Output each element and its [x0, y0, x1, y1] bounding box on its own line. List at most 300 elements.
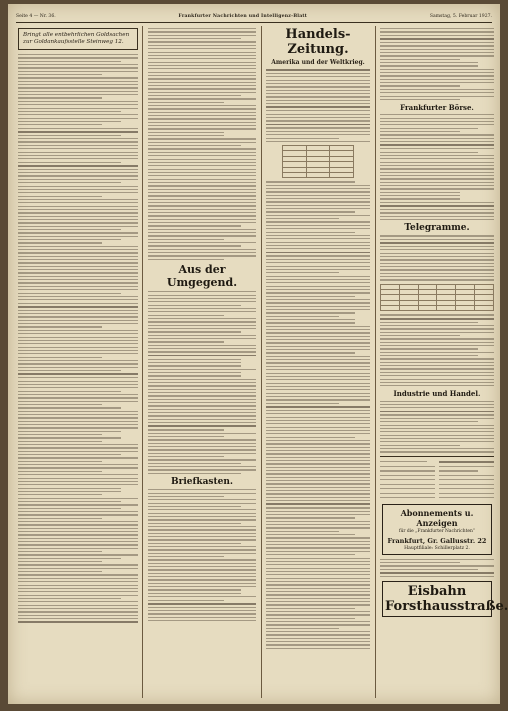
text-line — [439, 470, 478, 471]
text-line — [148, 539, 256, 540]
text-line — [18, 377, 138, 378]
text-line — [18, 313, 138, 314]
text-line — [266, 188, 370, 189]
text-line — [148, 533, 256, 534]
text-line — [266, 255, 370, 256]
text-line — [380, 451, 494, 452]
text-line — [148, 446, 256, 447]
text-line — [266, 648, 370, 649]
text-line — [266, 631, 370, 632]
text-line — [18, 394, 138, 395]
text-line — [18, 605, 138, 606]
text-line — [266, 211, 355, 212]
text-line — [148, 35, 256, 36]
text-line — [18, 588, 138, 589]
text-line — [266, 359, 370, 360]
text-line — [18, 461, 102, 462]
table-cell — [418, 306, 437, 311]
text-line — [148, 359, 241, 360]
text-line — [18, 514, 138, 515]
text-line — [148, 549, 256, 550]
text-line — [18, 131, 138, 133]
text-line — [266, 457, 370, 458]
text-line — [266, 393, 370, 394]
text-line — [266, 366, 370, 367]
telegram-text — [380, 235, 494, 280]
text-line — [18, 289, 138, 290]
text-line — [148, 579, 256, 580]
text-line — [266, 201, 370, 202]
text-line — [18, 299, 138, 300]
text-line — [148, 596, 256, 597]
text-line — [18, 478, 138, 479]
text-line — [18, 91, 138, 92]
text-line — [148, 620, 256, 621]
text-line — [18, 222, 138, 223]
text-line — [148, 405, 256, 406]
table-cell — [381, 306, 400, 311]
text-line — [266, 547, 370, 548]
text-line — [18, 141, 138, 142]
text-line — [148, 239, 224, 240]
text-line — [380, 65, 478, 66]
text-line — [18, 384, 138, 385]
text-line — [380, 441, 494, 442]
text-line — [266, 106, 370, 108]
text-line — [148, 395, 256, 396]
text-line — [380, 425, 494, 426]
text-line — [18, 534, 138, 535]
text-line — [18, 601, 138, 602]
text-line — [380, 273, 494, 274]
column-2-text-bottom — [148, 489, 256, 621]
text-line — [266, 544, 370, 545]
text-line — [266, 282, 370, 283]
text-line — [266, 292, 370, 293]
text-line — [266, 527, 370, 528]
text-line — [380, 178, 494, 179]
text-line — [148, 245, 241, 246]
text-line — [148, 252, 256, 253]
text-line — [18, 74, 102, 75]
text-line — [18, 303, 138, 304]
text-line — [148, 536, 256, 537]
text-line — [18, 481, 138, 482]
text-line — [148, 305, 241, 306]
text-line — [148, 148, 256, 149]
text-line — [18, 232, 138, 233]
table-cell — [475, 306, 494, 311]
text-line — [148, 379, 256, 380]
text-line — [266, 490, 370, 491]
text-line — [380, 358, 494, 359]
text-line — [18, 155, 138, 156]
text-line — [148, 516, 256, 517]
text-line — [148, 543, 241, 544]
text-line — [148, 466, 256, 467]
text-line — [148, 308, 256, 309]
text-line — [148, 92, 256, 93]
text-line — [380, 435, 494, 436]
column-4 — [380, 26, 508, 698]
text-line — [148, 569, 256, 570]
text-line — [380, 385, 494, 386]
text-line — [148, 385, 256, 386]
text-line — [18, 81, 138, 82]
text-line — [148, 311, 256, 312]
text-line — [266, 373, 370, 374]
text-line — [148, 463, 241, 464]
text-line — [18, 269, 138, 270]
text-line — [18, 417, 138, 418]
text-line — [148, 348, 256, 349]
text-line — [148, 576, 256, 577]
text-line — [266, 604, 370, 605]
text-line — [266, 427, 370, 428]
text-line — [380, 352, 494, 353]
text-line — [18, 598, 121, 599]
text-line — [148, 365, 241, 366]
text-line — [380, 118, 494, 119]
text-line — [266, 302, 370, 303]
text-line — [266, 319, 355, 320]
text-line — [18, 427, 138, 428]
text-line — [380, 404, 494, 405]
text-line — [148, 375, 241, 376]
ice-rink-advertisement: Eisbahn Forsthausstraße. — [382, 581, 492, 617]
telegram-text-2 — [380, 314, 494, 386]
text-line — [266, 641, 370, 642]
text-line — [380, 148, 494, 149]
text-line — [439, 497, 494, 498]
text-line — [148, 105, 256, 106]
text-line — [380, 488, 435, 489]
text-line — [380, 216, 494, 217]
text-line — [266, 467, 370, 468]
text-line — [266, 433, 370, 434]
text-line — [266, 218, 339, 219]
text-line — [148, 593, 241, 594]
text-line — [266, 598, 370, 599]
text-line — [266, 329, 370, 330]
text-line — [380, 198, 460, 199]
text-line — [380, 28, 494, 29]
text-line — [266, 447, 370, 448]
text-line — [148, 192, 256, 193]
text-line — [18, 162, 121, 163]
text-line — [266, 195, 370, 196]
text-line — [380, 338, 494, 339]
text-line — [18, 124, 102, 125]
text-line — [148, 433, 256, 434]
text-line — [18, 424, 138, 425]
text-line — [18, 585, 138, 586]
text-line — [18, 611, 138, 612]
section-divider — [380, 456, 494, 457]
text-line — [148, 55, 256, 56]
text-line — [148, 529, 256, 530]
text-line — [266, 185, 370, 186]
text-line — [18, 236, 138, 237]
text-line — [380, 239, 494, 240]
text-line — [18, 279, 138, 280]
text-line — [266, 541, 370, 542]
text-line — [380, 322, 478, 323]
text-line — [380, 266, 494, 267]
text-line — [380, 155, 494, 156]
text-line — [266, 86, 370, 87]
text-line — [266, 621, 370, 622]
text-line — [18, 528, 138, 529]
text-line — [148, 399, 256, 400]
text-line — [148, 209, 256, 210]
text-line — [18, 148, 138, 149]
text-line — [380, 242, 494, 244]
text-line — [18, 618, 138, 619]
text-line — [380, 114, 494, 115]
text-line — [380, 414, 494, 415]
text-line — [266, 487, 370, 488]
text-line — [18, 310, 138, 311]
text-line — [18, 595, 138, 596]
text-line — [380, 42, 494, 43]
text-line — [380, 52, 494, 53]
text-line — [18, 467, 138, 468]
text-line — [266, 339, 370, 340]
text-line — [266, 618, 355, 619]
text-line — [148, 115, 256, 116]
text-line — [266, 611, 370, 612]
text-line — [380, 461, 427, 462]
text-line — [266, 208, 370, 209]
text-line — [266, 376, 370, 377]
text-line — [266, 521, 370, 522]
text-line — [266, 511, 370, 512]
text-line — [148, 75, 256, 76]
text-line — [266, 574, 370, 575]
text-line — [18, 397, 138, 398]
text-line — [380, 45, 494, 46]
text-line — [148, 523, 241, 524]
text-line — [148, 341, 224, 342]
text-line — [266, 289, 370, 290]
text-line — [18, 608, 138, 609]
text-line — [148, 232, 256, 233]
text-line — [266, 410, 370, 411]
text-line — [266, 437, 355, 438]
text-line — [148, 369, 256, 370]
text-line — [266, 497, 370, 498]
text-line — [148, 553, 256, 554]
text-line — [380, 59, 460, 60]
text-line — [380, 246, 494, 247]
text-line — [380, 172, 494, 173]
text-line — [18, 259, 138, 260]
text-line — [380, 168, 494, 169]
text-line — [439, 466, 494, 467]
text-line — [266, 473, 370, 474]
industry-text — [380, 401, 494, 453]
text-line — [380, 484, 435, 485]
text-line — [266, 262, 370, 263]
text-line — [266, 594, 370, 595]
text-line — [148, 603, 256, 605]
text-line — [380, 55, 494, 56]
text-line — [380, 175, 494, 176]
text-line — [148, 199, 256, 200]
text-line — [266, 483, 370, 484]
column-2-text-mid — [148, 291, 256, 474]
text-line — [18, 306, 138, 308]
text-line — [18, 229, 121, 230]
text-line — [148, 95, 241, 96]
text-line — [266, 342, 370, 343]
text-line — [18, 316, 138, 317]
boerse-text — [380, 114, 494, 220]
text-line — [266, 480, 370, 481]
text-line — [148, 165, 256, 166]
text-line — [148, 328, 256, 329]
page-date: Samstag, 5. Februar 1927. — [429, 13, 492, 19]
ad-office: Hauptfiliale: Schillerplatz 2. — [404, 545, 470, 551]
text-line — [18, 457, 138, 458]
text-line — [18, 434, 102, 435]
text-line — [266, 561, 370, 562]
text-line — [148, 128, 256, 129]
text-line — [266, 272, 339, 273]
text-line — [148, 409, 256, 410]
text-line — [380, 209, 494, 210]
text-line — [266, 537, 370, 538]
text-line — [148, 509, 256, 510]
text-line — [266, 134, 370, 135]
text-line — [148, 519, 256, 520]
text-line — [380, 345, 494, 346]
text-line — [148, 182, 256, 183]
text-line — [18, 574, 138, 575]
text-line — [380, 348, 478, 349]
text-line — [266, 362, 370, 363]
text-line — [148, 62, 256, 63]
text-line — [148, 449, 256, 450]
text-line — [18, 219, 138, 220]
text-line — [266, 644, 370, 645]
text-line — [380, 314, 494, 315]
column-rule — [261, 26, 262, 698]
text-line — [148, 72, 256, 73]
ad-place: Frankfurt, Gr. Gallusstr. 22 — [387, 536, 487, 545]
text-line — [148, 291, 256, 292]
text-line — [266, 389, 370, 390]
text-line — [380, 182, 494, 183]
text-line — [18, 518, 102, 519]
text-line — [18, 71, 138, 72]
text-line — [148, 453, 256, 454]
text-line — [18, 568, 138, 569]
text-line — [380, 99, 460, 100]
newspaper-page — [8, 4, 508, 704]
text-line — [18, 511, 138, 512]
text-line — [266, 352, 355, 353]
text-line — [18, 182, 121, 183]
text-line — [380, 162, 494, 163]
text-line — [18, 330, 138, 331]
text-line — [266, 90, 370, 91]
text-line — [266, 276, 370, 277]
text-line — [148, 415, 256, 416]
text-line — [266, 141, 370, 142]
text-line — [266, 248, 370, 249]
text-line — [439, 479, 494, 480]
text-line — [18, 320, 138, 321]
text-line — [148, 125, 256, 126]
text-line — [18, 108, 138, 109]
ad-subtitle: für die „Frankfurter Nachrichten“ — [398, 528, 476, 534]
text-line — [18, 591, 138, 592]
text-line — [266, 564, 370, 565]
text-line — [266, 232, 355, 233]
text-line — [18, 54, 138, 55]
text-line — [18, 158, 138, 159]
text-line — [18, 350, 138, 351]
text-line — [148, 372, 241, 373]
column-3-text-bottom — [266, 181, 370, 649]
text-line — [266, 205, 370, 206]
text-line — [18, 508, 121, 509]
text-line — [18, 242, 102, 243]
text-line — [148, 122, 256, 123]
text-line — [18, 551, 102, 552]
text-line — [266, 103, 370, 104]
text-line — [148, 573, 256, 574]
text-line — [18, 357, 102, 358]
text-line — [148, 31, 256, 32]
text-line — [148, 205, 256, 206]
text-line — [18, 524, 138, 525]
text-line — [380, 62, 478, 63]
text-line — [266, 460, 370, 461]
text-line — [18, 521, 138, 522]
text-line — [266, 624, 370, 625]
text-line — [18, 621, 138, 623]
text-line — [148, 338, 256, 339]
text-line — [148, 235, 256, 236]
text-line — [18, 101, 138, 102]
text-line — [266, 463, 370, 464]
subscription-advertisement — [382, 504, 492, 555]
column-2-text-top — [148, 28, 256, 260]
text-line — [148, 610, 256, 611]
text-line — [380, 431, 494, 432]
text-line — [380, 493, 435, 494]
text-line — [18, 454, 121, 455]
text-line — [266, 386, 370, 387]
text-line — [148, 225, 241, 226]
text-line — [439, 493, 494, 494]
text-line — [380, 342, 494, 343]
text-line — [148, 41, 256, 42]
text-line — [266, 614, 370, 615]
text-line — [18, 504, 138, 505]
telegram-heading: Telegramme. — [404, 223, 470, 234]
text-line — [18, 97, 102, 98]
text-line — [18, 471, 102, 472]
text-line — [148, 88, 256, 89]
text-line — [148, 436, 224, 437]
text-line — [18, 544, 138, 545]
text-line — [266, 601, 370, 602]
text-line — [18, 272, 138, 273]
